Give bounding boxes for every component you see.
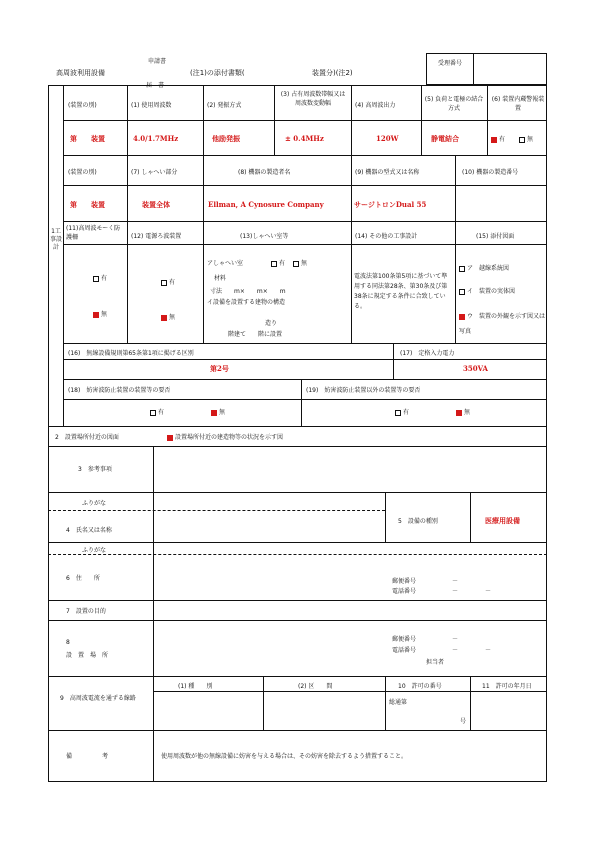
permit-number-header: 10 許可の番号 (398, 683, 442, 690)
rated-input-value[interactable]: 350VA (463, 364, 488, 373)
shield-room-no[interactable]: 無 (293, 258, 307, 267)
kind-header: (装置の別) (68, 102, 97, 109)
power-value[interactable]: 120W (376, 134, 399, 143)
line-type-header: (1) 種 別 (178, 683, 213, 690)
kind-value-2[interactable]: 第 装置 (70, 200, 105, 209)
rated-input-header: (17) 定格入力電力 (400, 350, 455, 357)
notification-label: 届 書 (146, 82, 165, 89)
model-value[interactable]: サージトロンDual 55 (354, 200, 427, 209)
form-frame (48, 85, 547, 782)
other-interference-no[interactable]: 無 (456, 407, 470, 416)
other-interference-header: (19) 妨害波防止装置以外の装置等の要否 (306, 387, 421, 394)
filter-yes[interactable]: 有 (161, 277, 175, 286)
shield-room-yes[interactable]: 有 (271, 258, 285, 267)
receipt-label: 受理番号 (437, 60, 462, 67)
shield-part-value[interactable]: 装置全体 (142, 200, 170, 209)
site-map-value[interactable]: 設置場所付近の建造物等の状況を示す図 (167, 432, 283, 441)
site-postal-label: 郵便番号 (392, 636, 417, 643)
phone-dash-2: － (485, 588, 492, 595)
fence-yes[interactable]: 有 (93, 273, 107, 282)
alarm-header: (6) 装置内蔵警報装置 (491, 96, 545, 112)
shield-room-label: アしゃへい室 (207, 260, 244, 267)
permit-date-header: 11 許可の年月日 (482, 683, 532, 690)
interference-device-header: (18) 妨害波防止装置の装置等の要否 (68, 387, 171, 394)
checkbox-checked-icon (161, 315, 167, 321)
postal-code-label: 郵便番号 (392, 578, 417, 585)
furigana-label-2: ふりがな (82, 547, 107, 554)
dimensions-label: 寸法 m× m× m (210, 288, 286, 295)
checkbox-checked-icon (93, 312, 99, 318)
drawing-a[interactable]: ア 越線系統図 (459, 263, 509, 272)
remarks-text: 使用周波数が他の無線設備に妨害を与える場合は、その妨害を除去するよう措置すること。 (161, 753, 408, 760)
kind-value-1[interactable]: 第 装置 (70, 134, 105, 143)
oscillation-header: (2) 発振方式 (207, 102, 242, 109)
coupling-header: (5) 負荷と電極の結合方式 (424, 96, 484, 112)
site-phone-dash-2: － (485, 647, 492, 654)
coupling-value[interactable]: 静電結合 (431, 134, 459, 143)
drawing-i[interactable]: イ 装置の実体図 (459, 286, 515, 295)
checkbox-empty-icon (459, 289, 465, 295)
filter-header: (12) 電源ろ波装置 (131, 233, 182, 240)
name-label: 4 氏名又は名称 (66, 527, 112, 534)
interference-yes[interactable]: 有 (150, 407, 164, 416)
contact-person-label: 担当者 (426, 659, 445, 666)
remarks-label: 備 考 (66, 753, 115, 760)
checkbox-empty-icon (293, 261, 299, 267)
fence-no[interactable]: 無 (93, 309, 107, 318)
oscillation-value[interactable]: 他励発振 (212, 134, 240, 143)
checkbox-empty-icon (271, 261, 277, 267)
maker-value[interactable]: Ellman, A Cynosure Company (208, 200, 324, 209)
fence-header: (11)高周波モーく防護柵 (66, 225, 121, 241)
checkbox-checked-icon (211, 410, 217, 416)
maker-header: (8) 機器の製造者名 (238, 169, 291, 176)
other-design-header: (14) その他の工事設計 (355, 233, 418, 240)
checkbox-checked-icon (459, 314, 465, 320)
checkbox-checked-icon (456, 410, 462, 416)
alarm-no[interactable]: 無 (519, 134, 533, 143)
checkbox-checked-icon (491, 137, 497, 143)
model-header: (9) 機器の型式又は名称 (355, 169, 420, 176)
filter-no[interactable]: 無 (161, 312, 175, 321)
classification-header: (16) 無線設備規則第65条第1項に掲げる区別 (68, 350, 194, 357)
serial-header: (10) 機器の製造番号 (462, 169, 519, 176)
purpose-label: 7 設置の目的 (66, 608, 106, 615)
floors-label: 階建て 階に設置 (228, 331, 283, 338)
bandwidth-value[interactable]: ± 0.4MHz (285, 134, 324, 143)
reference-label: 3 参考事項 (78, 466, 112, 473)
other-interference-yes[interactable]: 有 (395, 407, 409, 416)
material-label: 材料 (214, 275, 227, 282)
kind-header-2: (装置の別) (68, 169, 97, 176)
checkbox-empty-icon (459, 266, 465, 272)
devices-label: 装置分)(注2) (312, 69, 353, 77)
checkbox-empty-icon (93, 276, 99, 282)
phone-dash-1: － (452, 588, 459, 595)
checkbox-empty-icon (519, 137, 525, 143)
equipment-type-label: 5 設備の種別 (398, 518, 438, 525)
applicant-label: 申請書 (148, 58, 167, 65)
construction-label: 造り (265, 320, 278, 327)
power-header: (4) 高周波出力 (355, 102, 396, 109)
alarm-yes[interactable]: 有 (491, 134, 505, 143)
classification-value[interactable]: 第2号 (210, 364, 229, 373)
shield-part-header: (7) しゃへい部分 (131, 169, 178, 176)
form-title: 高周波利用設備 (56, 69, 105, 77)
checkbox-empty-icon (395, 410, 401, 416)
phone-label: 電話番号 (392, 588, 417, 595)
address-label: 6 住 所 (66, 575, 100, 582)
frequency-header: (1) 使用周波数 (131, 102, 172, 109)
site-postal-dash: － (452, 636, 459, 643)
number-suffix-label: 号 (460, 718, 467, 725)
equipment-type-value[interactable]: 医療用設備 (485, 516, 520, 525)
attachment-label: (注1)の添付書類( (190, 69, 245, 77)
site-label: 設置場所 (66, 652, 115, 659)
other-design-text: 電波法第100条第5項に基づいて準用する同法第28条、第30条及び第38条に規定する条件に合致している。 (354, 273, 448, 310)
postal-dash: － (452, 578, 459, 585)
site-phone-label: 電話番号 (392, 647, 417, 654)
bureau-label: 総通第 (389, 699, 408, 706)
drawing-u[interactable]: ウ 装置の外観を示す図又は写真 (459, 313, 546, 335)
shield-room-header: (13)しゃへい室等 (240, 233, 289, 240)
line-range-header: (2) 区 間 (298, 683, 333, 690)
interference-no[interactable]: 無 (211, 407, 225, 416)
frequency-value[interactable]: 4.0/1.7MHz (133, 134, 179, 143)
checkbox-empty-icon (150, 410, 156, 416)
section-1-label: 1工事設計 (50, 228, 63, 251)
site-phone-dash-1: － (452, 647, 459, 654)
checkbox-empty-icon (161, 280, 167, 286)
site-number: 8 (66, 639, 70, 646)
furigana-label: ふりがな (82, 500, 107, 507)
line-label: 9 高周波電流を通ずる線路 (60, 695, 136, 702)
drawings-header: (15) 添付図面 (476, 233, 515, 240)
checkbox-checked-icon (167, 435, 173, 441)
bandwidth-header: (3) 占有周波数帯幅又は周波数変動幅 (280, 91, 346, 107)
building-structure-label: イ設備を設置する建物の構造 (207, 299, 286, 306)
site-map-label: 2 設置場所付近の図面 (55, 434, 119, 441)
